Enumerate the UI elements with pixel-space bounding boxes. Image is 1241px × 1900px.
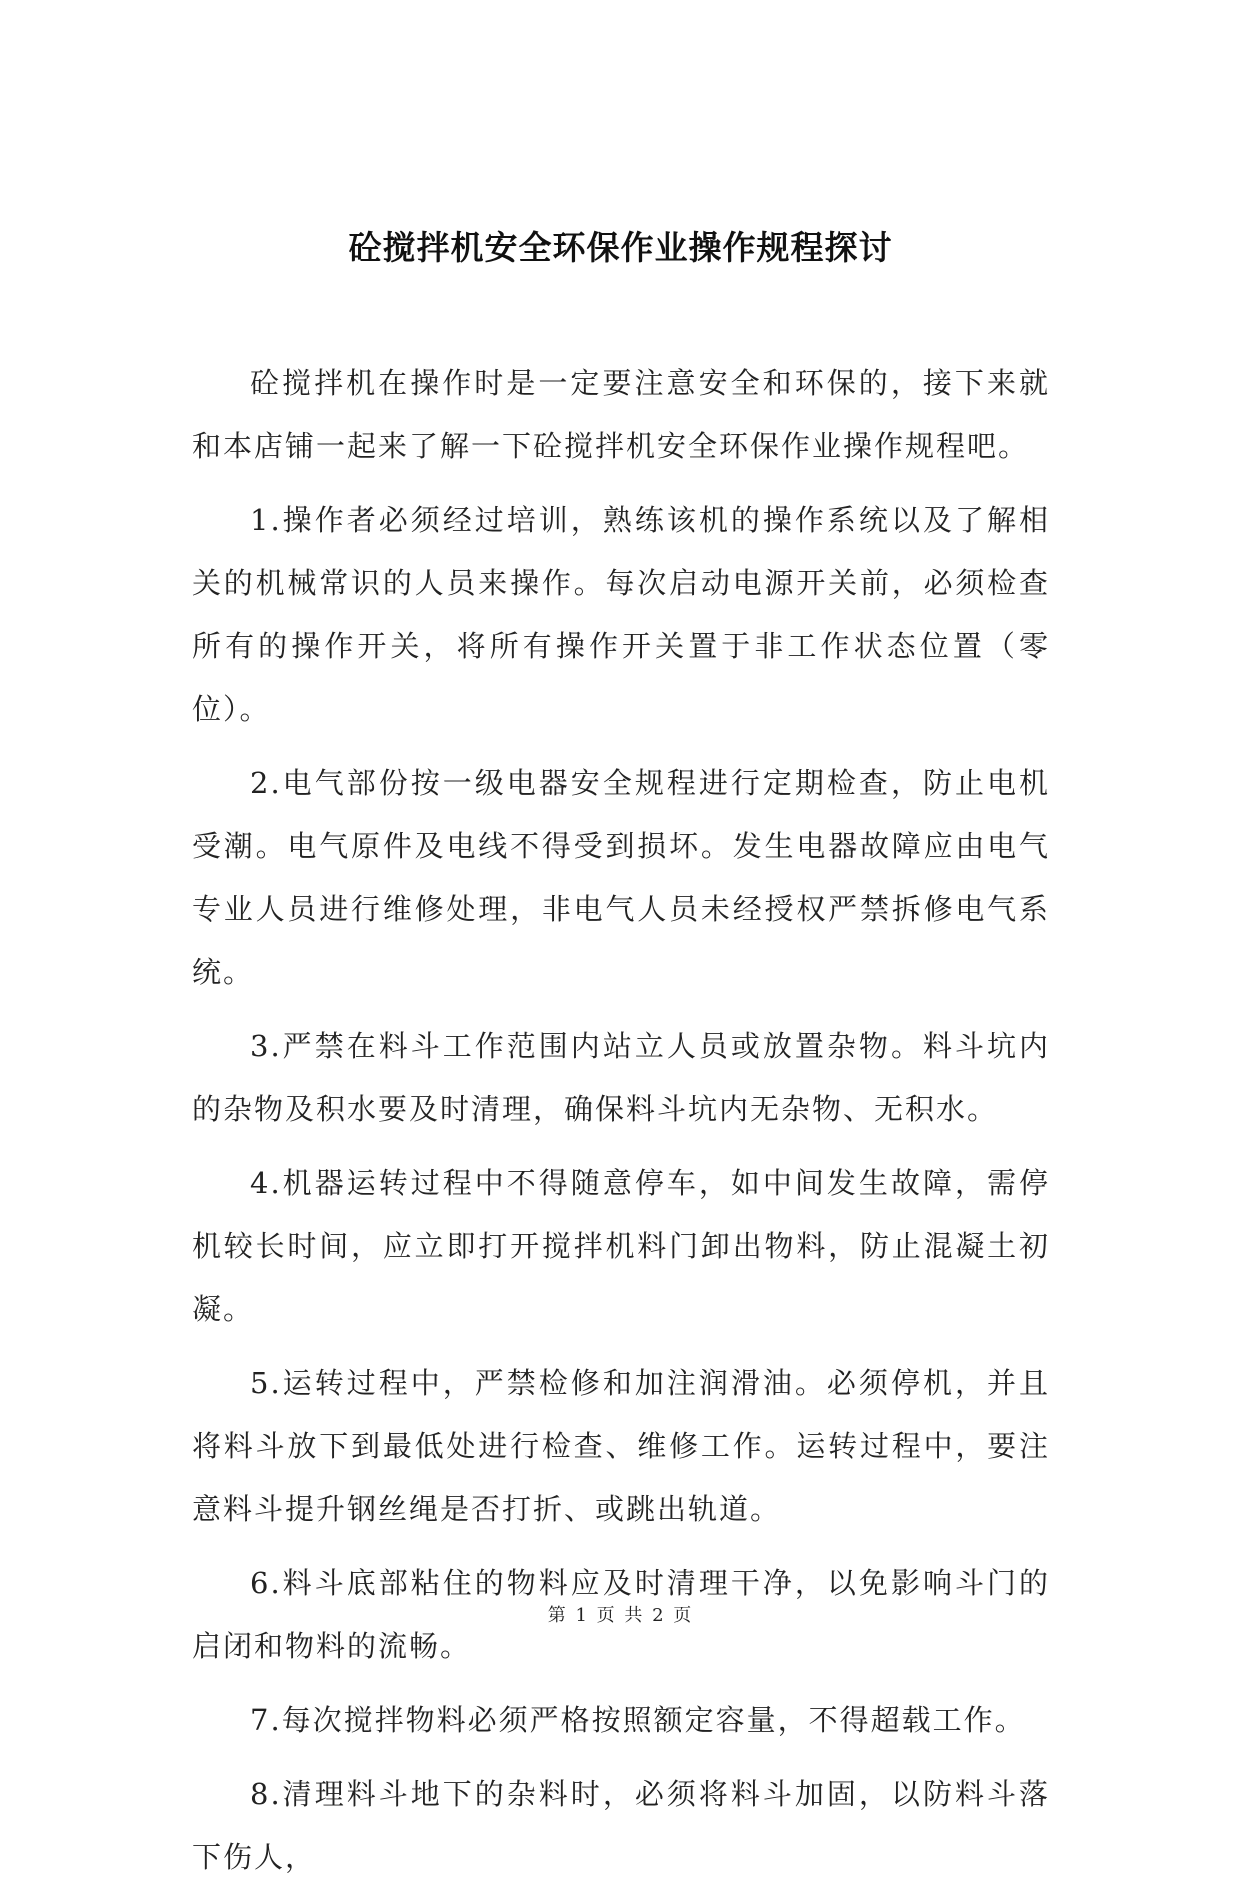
document-title: 砼搅拌机安全环保作业操作规程探讨 bbox=[348, 228, 893, 267]
document-body bbox=[192, 352, 1050, 1900]
page-number-footer: 第 1 页 共 2 页 bbox=[547, 1605, 694, 1626]
paragraph-item-4: 4.机器运转过程中不得随意停车，如中间发生故障，需停机较长时间，应立即打开搅拌机料门卸出物料，防止混凝土初凝。 bbox=[192, 1166, 1050, 1326]
paragraph-item-5: 5.运转过程中，严禁检修和加注润滑油。必须停机，并且将料斗放下到最低处进行检查、维修工作。运转过程中，要注意料斗提升钢丝绳是否打折、或跳出轨道。 bbox=[192, 1366, 1050, 1526]
paragraph-intro: 砼搅拌机在操作时是一定要注意安全和环保的，接下来就和本店铺一起来了解一下砼搅拌机安全环保作业操作规程吧。 bbox=[192, 366, 1050, 463]
paragraph-item-3: 3.严禁在料斗工作范围内站立人员或放置杂物。料斗坑内的杂物及积水要及时清理，确保料斗坑内无杂物、无积水。 bbox=[192, 1029, 1050, 1126]
paragraph-item-6: 6.料斗底部粘住的物料应及时清理干净，以免影响斗门的启闭和物料的流畅。 bbox=[192, 1566, 1050, 1663]
paragraph-item-8: 8.清理料斗地下的杂料时，必须将料斗加固，以防料斗落下伤人， bbox=[192, 1777, 1050, 1874]
paragraph-item-7: 7.每次搅拌物料必须严格按照额定容量，不得超载工作。 bbox=[250, 1703, 1026, 1737]
paragraph-item-2: 2.电气部份按一级电器安全规程进行定期检查，防止电机受潮。电气原件及电线不得受到损坏。发生电器故障应由电气专业人员进行维修处理，非电气人员未经授权严禁拆修电气系统。 bbox=[192, 766, 1050, 989]
paragraph-item-1: 1.操作者必须经过培训，熟练该机的操作系统以及了解相关的机械常识的人员来操作。每次启动电源开关前，必须检查所有的操作开关，将所有操作开关置于非工作状态位置（零位）。 bbox=[192, 503, 1050, 726]
